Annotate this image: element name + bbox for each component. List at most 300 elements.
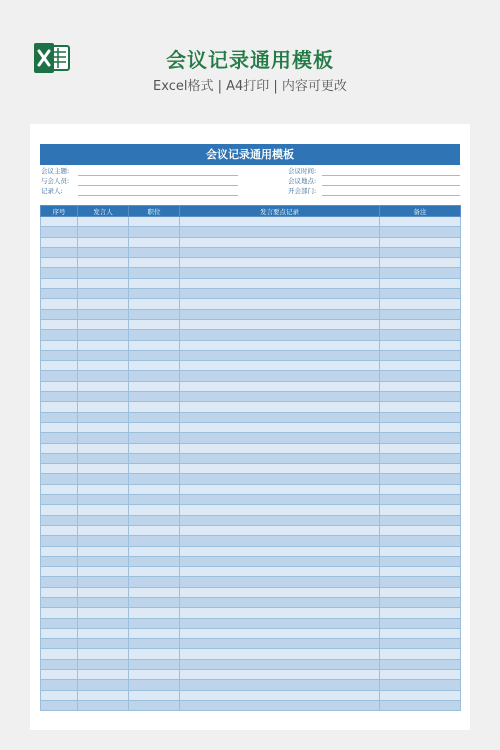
table-cell[interactable] [129, 525, 180, 535]
meeting-topic-line [78, 175, 238, 176]
column-header-number: 序号 [41, 206, 78, 217]
table-cell[interactable] [78, 546, 129, 556]
table-row [41, 680, 461, 690]
table-cell[interactable] [180, 556, 380, 566]
table-cell[interactable] [180, 700, 380, 710]
table-cell[interactable] [78, 340, 129, 350]
page-subtitle: Excel格式 | A4打印 | 内容可更改 [153, 79, 347, 94]
table-cell[interactable] [41, 567, 78, 577]
table-cell[interactable] [180, 402, 380, 412]
table-row [41, 556, 461, 566]
table-cell[interactable] [129, 433, 180, 443]
table-cell[interactable] [78, 309, 129, 319]
table-cell[interactable] [78, 289, 129, 299]
table-cell[interactable] [380, 309, 461, 319]
table-cell[interactable] [41, 340, 78, 350]
page-title: 会议记录通用模板 [166, 48, 334, 72]
table-cell[interactable] [380, 340, 461, 350]
table-row [41, 597, 461, 607]
table-cell[interactable] [180, 649, 380, 659]
table-cell[interactable] [78, 392, 129, 402]
table-cell[interactable] [180, 340, 380, 350]
table-cell[interactable] [129, 309, 180, 319]
table-cell[interactable] [41, 422, 78, 432]
table-cell[interactable] [41, 433, 78, 443]
table-cell[interactable] [129, 628, 180, 638]
table-row [41, 402, 461, 412]
department-line [322, 195, 460, 196]
table-cell[interactable] [380, 567, 461, 577]
table-cell[interactable] [78, 495, 129, 505]
table-cell[interactable] [78, 330, 129, 340]
table-row [41, 639, 461, 649]
table-cell[interactable] [78, 258, 129, 268]
table-row [41, 278, 461, 288]
table-cell[interactable] [180, 371, 380, 381]
table-cell[interactable] [380, 289, 461, 299]
table-row [41, 247, 461, 257]
table-cell[interactable] [78, 474, 129, 484]
meeting-topic-label: 会议主题: [41, 167, 70, 175]
table-cell[interactable] [180, 587, 380, 597]
table-cell[interactable] [41, 289, 78, 299]
table-cell[interactable] [129, 700, 180, 710]
table-cell[interactable] [129, 495, 180, 505]
table-cell[interactable] [41, 371, 78, 381]
table-cell[interactable] [380, 247, 461, 257]
table-cell[interactable] [41, 670, 78, 680]
recorder-label: 记录人: [41, 187, 63, 195]
table-cell[interactable] [180, 392, 380, 402]
table-cell[interactable] [78, 361, 129, 371]
table-cell[interactable] [78, 381, 129, 391]
table-cell[interactable] [41, 258, 78, 268]
table-cell[interactable] [129, 268, 180, 278]
table-cell[interactable] [129, 659, 180, 669]
table-cell[interactable] [380, 422, 461, 432]
meeting-time-label: 会议时间: [288, 167, 317, 175]
table-cell[interactable] [180, 546, 380, 556]
table-cell[interactable] [380, 412, 461, 422]
table-cell[interactable] [180, 597, 380, 607]
table-cell[interactable] [380, 319, 461, 329]
table-cell[interactable] [380, 505, 461, 515]
table-cell[interactable] [41, 587, 78, 597]
table-cell[interactable] [41, 402, 78, 412]
table-cell[interactable] [380, 361, 461, 371]
table-cell[interactable] [129, 443, 180, 453]
template-sheet [30, 124, 470, 730]
table-cell[interactable] [180, 567, 380, 577]
table-cell[interactable] [180, 381, 380, 391]
table-cell[interactable] [180, 237, 380, 247]
table-cell[interactable] [78, 649, 129, 659]
table-cell[interactable] [180, 680, 380, 690]
table-cell[interactable] [380, 392, 461, 402]
table-cell[interactable] [78, 587, 129, 597]
table-cell[interactable] [41, 392, 78, 402]
table-cell[interactable] [129, 515, 180, 525]
table-cell[interactable] [180, 464, 380, 474]
table-cell[interactable] [129, 690, 180, 700]
table-cell[interactable] [180, 309, 380, 319]
table-cell[interactable] [380, 690, 461, 700]
table-cell[interactable] [129, 422, 180, 432]
page-header [0, 0, 500, 110]
table-row [41, 587, 461, 597]
table-cell[interactable] [78, 443, 129, 453]
table-cell[interactable] [380, 433, 461, 443]
table-cell[interactable] [78, 608, 129, 618]
table-cell[interactable] [180, 247, 380, 257]
table-cell[interactable] [180, 639, 380, 649]
table-cell[interactable] [41, 268, 78, 278]
table-cell[interactable] [41, 299, 78, 309]
table-cell[interactable] [380, 278, 461, 288]
table-cell[interactable] [129, 330, 180, 340]
table-cell[interactable] [380, 546, 461, 556]
table-cell[interactable] [380, 608, 461, 618]
meeting-time-line [322, 175, 460, 176]
table-cell[interactable] [180, 670, 380, 680]
table-cell[interactable] [129, 639, 180, 649]
table-cell[interactable] [41, 618, 78, 628]
table-cell[interactable] [380, 536, 461, 546]
table-row [41, 567, 461, 577]
table-row [41, 525, 461, 535]
table-cell[interactable] [180, 525, 380, 535]
table-cell[interactable] [129, 371, 180, 381]
table-cell[interactable] [180, 258, 380, 268]
table-cell[interactable] [78, 433, 129, 443]
table-cell[interactable] [129, 278, 180, 288]
table-cell[interactable] [380, 443, 461, 453]
table-row [41, 299, 461, 309]
table-cell[interactable] [180, 443, 380, 453]
table-cell[interactable] [129, 340, 180, 350]
table-cell[interactable] [129, 381, 180, 391]
table-cell[interactable] [78, 484, 129, 494]
table-cell[interactable] [180, 299, 380, 309]
table-cell[interactable] [180, 690, 380, 700]
table-cell[interactable] [380, 680, 461, 690]
table-cell[interactable] [41, 237, 78, 247]
table-row [41, 340, 461, 350]
table-cell[interactable] [78, 618, 129, 628]
table-cell[interactable] [78, 350, 129, 360]
table-cell[interactable] [129, 464, 180, 474]
table-cell[interactable] [380, 330, 461, 340]
table-row [41, 505, 461, 515]
table-row [41, 536, 461, 546]
table-cell[interactable] [129, 484, 180, 494]
table-cell[interactable] [129, 577, 180, 587]
table-cell[interactable] [380, 628, 461, 638]
table-cell[interactable] [78, 371, 129, 381]
table-row [41, 361, 461, 371]
table-cell[interactable] [380, 299, 461, 309]
table-cell[interactable] [380, 227, 461, 237]
column-header-notes: 发言要点记录 [180, 206, 380, 217]
table-cell[interactable] [129, 453, 180, 463]
table-cell[interactable] [78, 319, 129, 329]
table-row [41, 690, 461, 700]
recorder-line [78, 195, 238, 196]
table-cell[interactable] [180, 330, 380, 340]
table-cell[interactable] [129, 227, 180, 237]
table-cell[interactable] [78, 237, 129, 247]
table-cell[interactable] [78, 628, 129, 638]
table-cell[interactable] [41, 628, 78, 638]
table-cell[interactable] [380, 237, 461, 247]
table-header-row [41, 206, 461, 217]
table-cell[interactable] [78, 217, 129, 227]
table-cell[interactable] [41, 700, 78, 710]
table-row [41, 309, 461, 319]
table-cell[interactable] [380, 484, 461, 494]
table-cell[interactable] [78, 536, 129, 546]
table-cell[interactable] [129, 536, 180, 546]
table-cell[interactable] [78, 515, 129, 525]
table-cell[interactable] [380, 649, 461, 659]
attendees-label: 与会人员: [41, 177, 70, 185]
table-row [41, 433, 461, 443]
attendees-line [78, 185, 238, 186]
table-cell[interactable] [41, 680, 78, 690]
table-cell[interactable] [380, 639, 461, 649]
table-cell[interactable] [78, 247, 129, 257]
table-cell[interactable] [180, 495, 380, 505]
table-cell[interactable] [41, 474, 78, 484]
table-row [41, 453, 461, 463]
table-row [41, 515, 461, 525]
column-header-position: 职位 [129, 206, 180, 217]
table-cell[interactable] [41, 577, 78, 587]
table-cell[interactable] [41, 556, 78, 566]
table-cell[interactable] [78, 690, 129, 700]
table-cell[interactable] [180, 453, 380, 463]
table-row [41, 670, 461, 680]
table-cell[interactable] [129, 597, 180, 607]
table-row [41, 227, 461, 237]
table-cell[interactable] [129, 289, 180, 299]
table-cell[interactable] [41, 608, 78, 618]
table-cell[interactable] [41, 659, 78, 669]
table-cell[interactable] [41, 515, 78, 525]
table-cell[interactable] [78, 525, 129, 535]
table-cell[interactable] [41, 649, 78, 659]
table-cell[interactable] [180, 474, 380, 484]
table-row [41, 659, 461, 669]
table-cell[interactable] [129, 319, 180, 329]
table-cell[interactable] [180, 361, 380, 371]
table-cell[interactable] [180, 608, 380, 618]
table-cell[interactable] [380, 371, 461, 381]
table-row [41, 371, 461, 381]
table-cell[interactable] [41, 227, 78, 237]
table-cell[interactable] [180, 319, 380, 329]
table-cell[interactable] [41, 330, 78, 340]
table-cell[interactable] [380, 474, 461, 484]
table-cell[interactable] [380, 381, 461, 391]
table-row [41, 546, 461, 556]
table-cell[interactable] [41, 247, 78, 257]
table-cell[interactable] [41, 690, 78, 700]
table-cell[interactable] [180, 628, 380, 638]
table-cell[interactable] [78, 567, 129, 577]
meeting-location-label: 会议地点: [288, 177, 317, 185]
table-cell[interactable] [380, 217, 461, 227]
table-cell[interactable] [380, 495, 461, 505]
table-cell[interactable] [78, 227, 129, 237]
table-cell[interactable] [380, 700, 461, 710]
table-cell[interactable] [41, 381, 78, 391]
table-cell[interactable] [41, 546, 78, 556]
table-cell[interactable] [129, 217, 180, 227]
table-cell[interactable] [78, 700, 129, 710]
table-cell[interactable] [41, 505, 78, 515]
table-cell[interactable] [129, 670, 180, 680]
table-row [41, 258, 461, 268]
table-cell[interactable] [180, 577, 380, 587]
table-row [41, 217, 461, 227]
table-cell[interactable] [129, 474, 180, 484]
table-cell[interactable] [180, 227, 380, 237]
table-cell[interactable] [180, 268, 380, 278]
table-cell[interactable] [41, 597, 78, 607]
table-cell[interactable] [78, 597, 129, 607]
table-row [41, 319, 461, 329]
table-cell[interactable] [180, 536, 380, 546]
table-cell[interactable] [380, 525, 461, 535]
table-cell[interactable] [78, 670, 129, 680]
table-cell[interactable] [41, 412, 78, 422]
table-cell[interactable] [180, 289, 380, 299]
table-cell[interactable] [41, 350, 78, 360]
table-cell[interactable] [180, 515, 380, 525]
table-row [41, 289, 461, 299]
table-cell[interactable] [129, 402, 180, 412]
table-cell[interactable] [41, 361, 78, 371]
table-row [41, 495, 461, 505]
table-cell[interactable] [129, 546, 180, 556]
table-cell[interactable] [180, 484, 380, 494]
table-cell[interactable] [41, 536, 78, 546]
table-cell[interactable] [180, 350, 380, 360]
table-cell[interactable] [380, 350, 461, 360]
table-cell[interactable] [129, 556, 180, 566]
meeting-location-line [322, 185, 460, 186]
table-cell[interactable] [129, 237, 180, 247]
table-cell[interactable] [41, 525, 78, 535]
table-cell[interactable] [380, 453, 461, 463]
table-cell[interactable] [78, 680, 129, 690]
document-title: 会议记录通用模板 [40, 144, 460, 165]
table-cell[interactable] [129, 299, 180, 309]
table-cell[interactable] [380, 659, 461, 669]
table-row [41, 464, 461, 474]
table-cell[interactable] [180, 412, 380, 422]
table-cell[interactable] [180, 217, 380, 227]
table-cell[interactable] [129, 649, 180, 659]
table-cell[interactable] [129, 618, 180, 628]
table-row [41, 268, 461, 278]
column-header-speaker: 发言人 [78, 206, 129, 217]
table-cell[interactable] [129, 258, 180, 268]
table-cell[interactable] [129, 412, 180, 422]
table-cell[interactable] [380, 258, 461, 268]
table-cell[interactable] [180, 278, 380, 288]
table-cell[interactable] [41, 309, 78, 319]
table-cell[interactable] [78, 422, 129, 432]
table-cell[interactable] [380, 577, 461, 587]
table-cell[interactable] [78, 464, 129, 474]
table-cell[interactable] [129, 567, 180, 577]
table-cell[interactable] [78, 299, 129, 309]
table-cell[interactable] [78, 453, 129, 463]
column-header-remarks: 备注 [380, 206, 461, 217]
table-cell[interactable] [380, 556, 461, 566]
table-cell[interactable] [78, 412, 129, 422]
table-cell[interactable] [380, 587, 461, 597]
table-cell[interactable] [129, 247, 180, 257]
table-cell[interactable] [41, 278, 78, 288]
table-cell[interactable] [129, 361, 180, 371]
table-cell[interactable] [78, 278, 129, 288]
table-cell[interactable] [78, 556, 129, 566]
table-cell[interactable] [129, 505, 180, 515]
table-cell[interactable] [78, 639, 129, 649]
table-cell[interactable] [129, 680, 180, 690]
table-cell[interactable] [78, 402, 129, 412]
table-cell[interactable] [41, 484, 78, 494]
table-cell[interactable] [180, 505, 380, 515]
table-cell[interactable] [41, 453, 78, 463]
table-row [41, 577, 461, 587]
table-cell[interactable] [41, 217, 78, 227]
table-cell[interactable] [180, 422, 380, 432]
table-cell[interactable] [129, 350, 180, 360]
table-cell[interactable] [41, 319, 78, 329]
table-cell[interactable] [380, 597, 461, 607]
table-cell[interactable] [78, 659, 129, 669]
table-cell[interactable] [78, 577, 129, 587]
table-cell[interactable] [180, 618, 380, 628]
department-label: 开会部门: [288, 187, 317, 195]
table-cell[interactable] [380, 670, 461, 680]
table-cell[interactable] [129, 392, 180, 402]
table-cell[interactable] [180, 659, 380, 669]
table-cell[interactable] [129, 608, 180, 618]
table-cell[interactable] [78, 505, 129, 515]
table-cell[interactable] [380, 402, 461, 412]
table-cell[interactable] [380, 618, 461, 628]
table-cell[interactable] [380, 268, 461, 278]
table-cell[interactable] [129, 587, 180, 597]
table-cell[interactable] [41, 464, 78, 474]
table-cell[interactable] [41, 495, 78, 505]
table-row [41, 330, 461, 340]
table-cell[interactable] [41, 639, 78, 649]
table-cell[interactable] [41, 443, 78, 453]
table-row [41, 608, 461, 618]
table-cell[interactable] [180, 433, 380, 443]
table-cell[interactable] [78, 268, 129, 278]
table-cell[interactable] [380, 464, 461, 474]
table-cell[interactable] [380, 515, 461, 525]
table-row [41, 628, 461, 638]
table-row [41, 392, 461, 402]
